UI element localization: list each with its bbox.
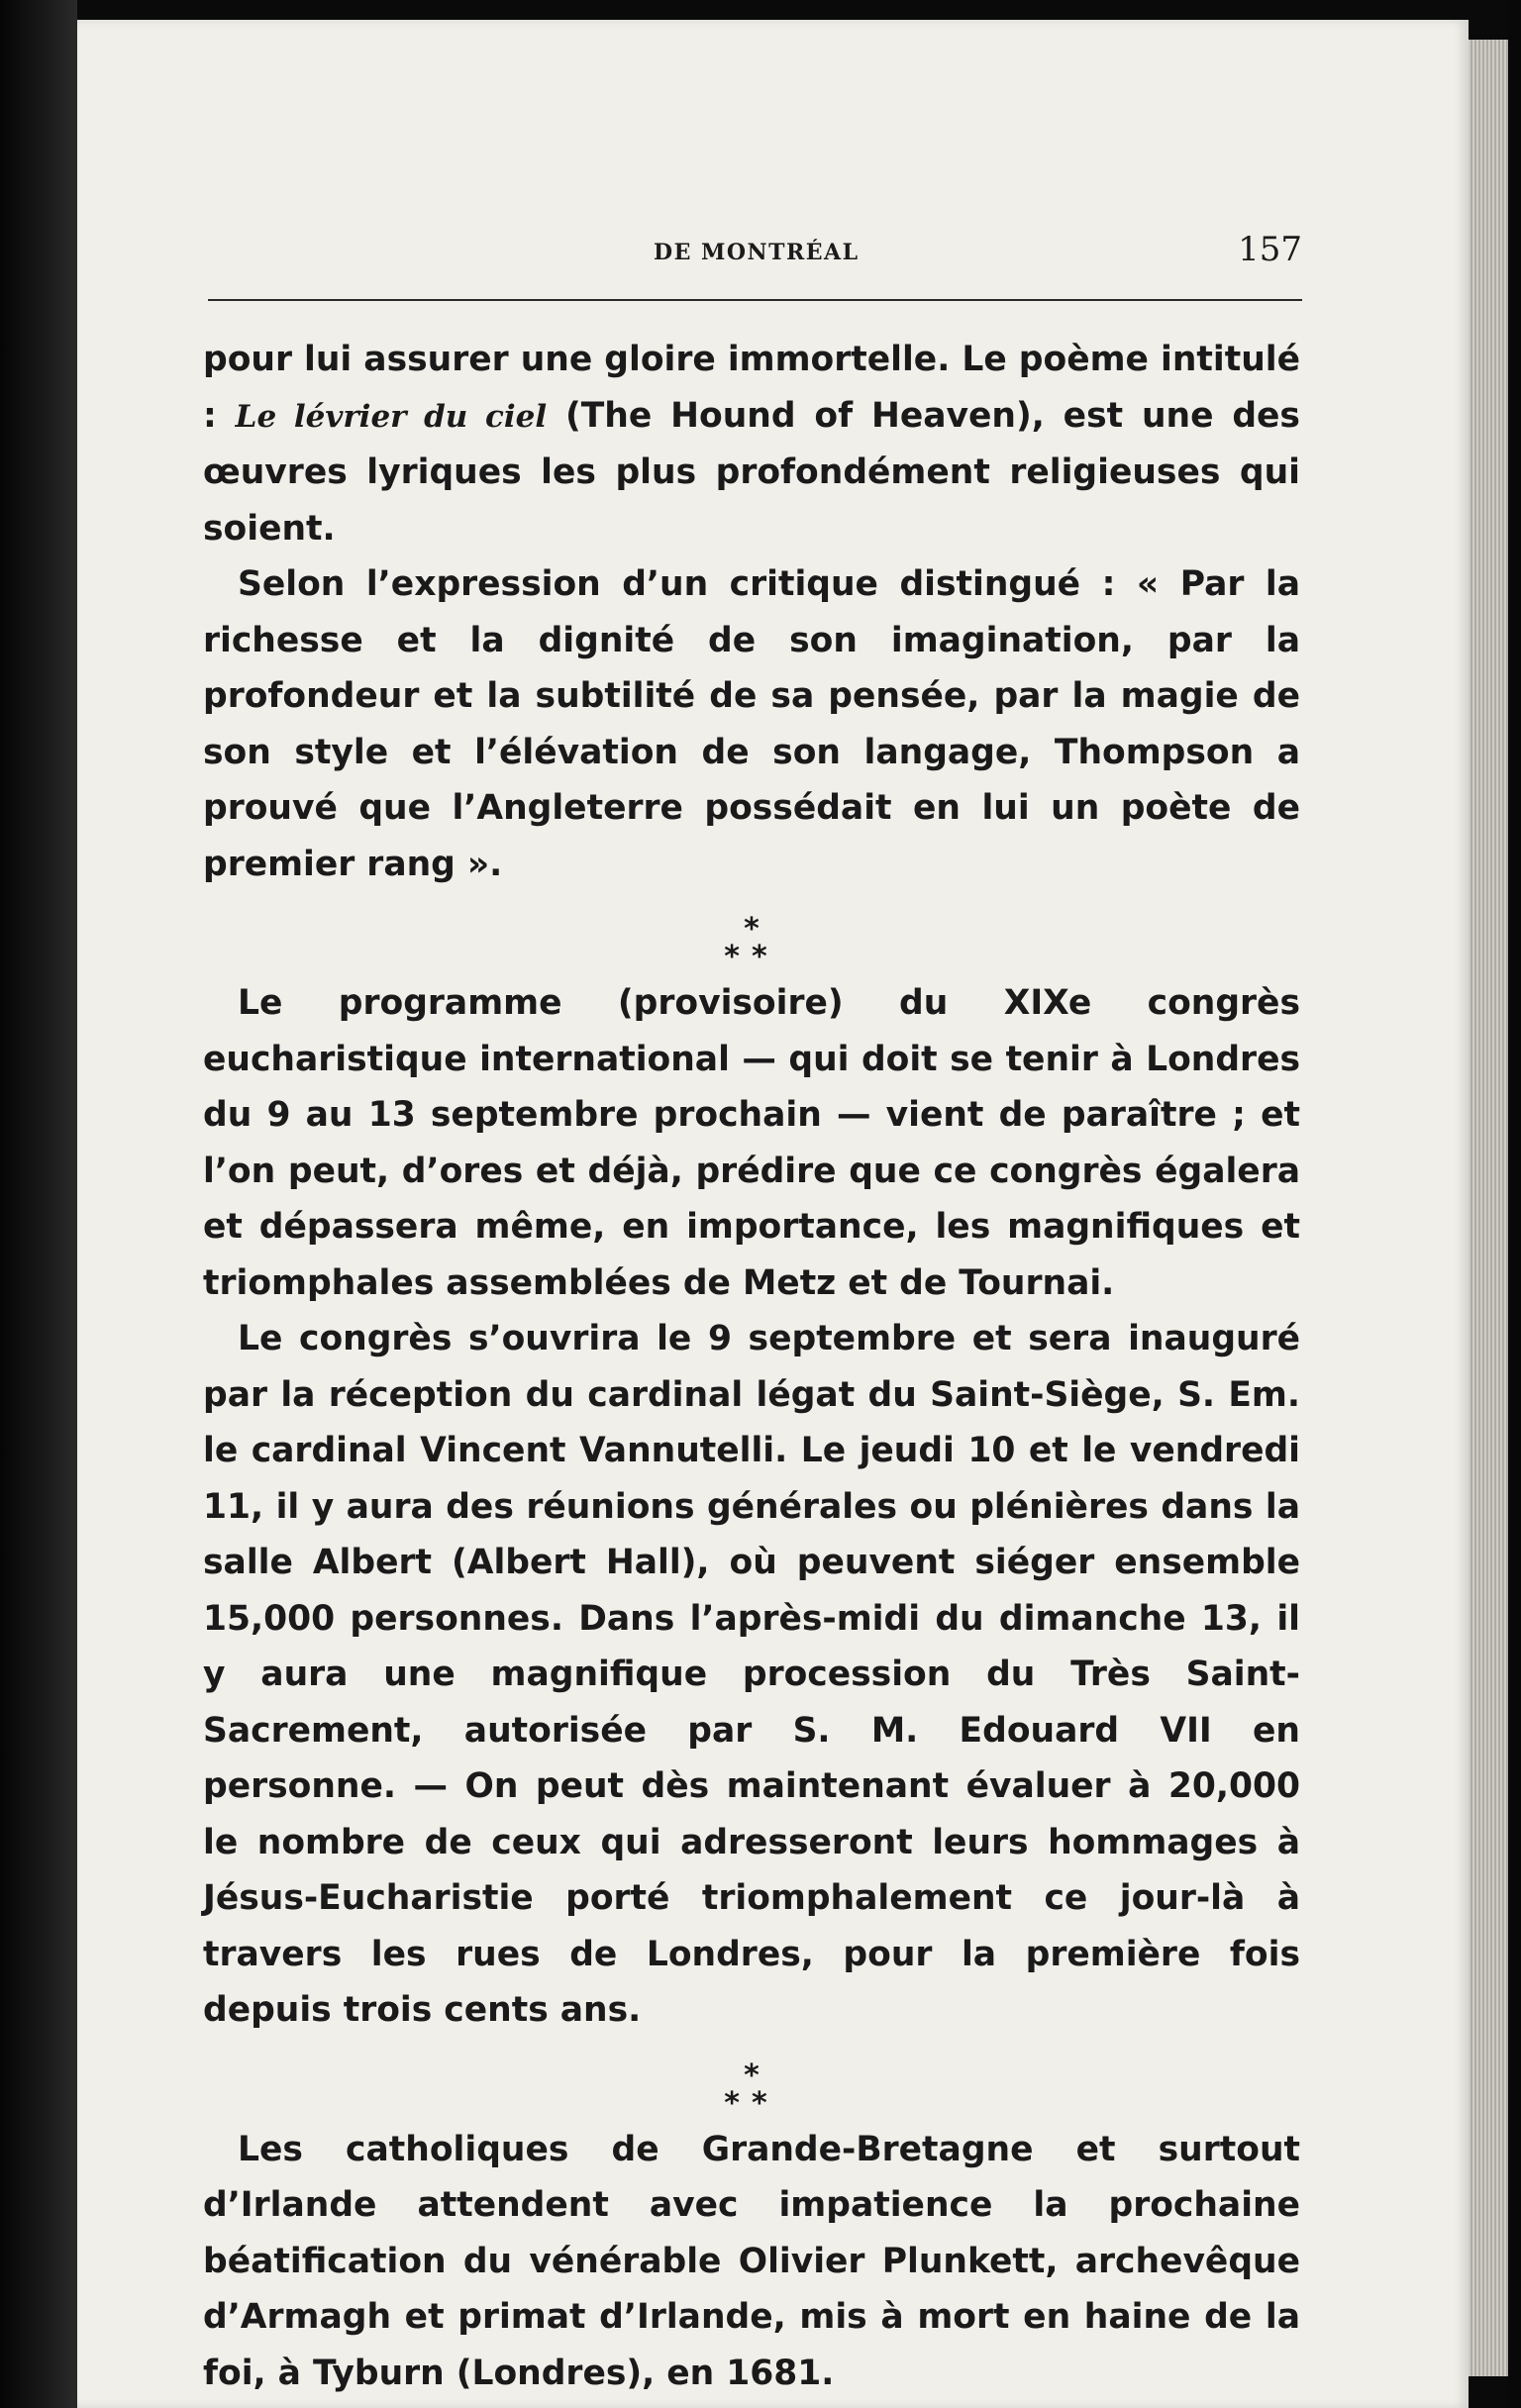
paragraph-4: Le congrès s’ouvrira le 9 septembre et sera inauguré par la réception du cardinal légat du Saint-Siège, S. Em. le cardinal Vincent Vannutelli. Le jeudi 10 et le vendredi 11, il y aura des réunions générales ou plénières dans la salle Albert (Albert Hall), où peuvent siéger ensemble 15,000 personnes. Dans l’après-midi du dimanche 13, il y aura une magnifique procession du Très Saint-Sacrement, autorisée par S. M. Edouard VII en personne. — On peut dès maintenant évaluer à 20,000 le nombre de ceux qui adresseront leurs hommages à Jésus-Eucharistie porté triomphalement ce jour-là à travers les rues de Londres, pour la première fois depuis trois cents ans. [203, 1319, 1300, 2030]
paragraph-2: Selon l’expression d’un critique distingué : « Par la richesse et la dignité de son imagination, par la profondeur et la subtilité de sa pensée, par la magie de son style et l’élévation de son langage, Thompson a prouvé que l’Angleterre possédait en lui un poète de premier rang ». [203, 564, 1300, 884]
running-head: DE MONTRÉAL [654, 240, 860, 265]
body-text [203, 332, 1300, 2401]
paragraph-3: Le programme (provisoire) du XIXe congrès eucharistique international — qui doit se tenir à Londres du 9 au 13 septembre prochain — vient de paraître ; et l’on peut, d’ores et déjà, prédire que ce congrès égalera et dépassera même, en importance, les magnifiques et triomphales assemblées de Metz et de Tournai. [203, 983, 1300, 1303]
book-binding-edge [0, 0, 77, 2408]
asterism-bottom-2: ** [724, 2085, 779, 2121]
section-divider-asterism-2 [203, 2039, 1300, 2122]
asterism-top: * [744, 912, 760, 947]
paragraph-1-text-b: (The Hound of Heaven), est une des œuvres lyriques les plus profondément religieuses qui soient. [203, 395, 1300, 549]
page-stack-edge [1469, 40, 1508, 2376]
header-rule [208, 299, 1302, 301]
paragraph-5: Les catholiques de Grande-Bretagne et surtout d’Irlande attendent avec impatience la prochaine béatification du vénérable Olivier Plunkett, archevêque d’Armagh et primat d’Irlande, mis à mort en haine de la foi, à Tyburn (Londres), en 1681. [203, 2129, 1300, 2393]
poem-title: Le lévrier du ciel [235, 398, 548, 435]
asterism-bottom: ** [724, 940, 779, 974]
paragraph-1 [203, 332, 1300, 556]
scan-border [1508, 0, 1521, 2408]
paragraph-1-text-a: pour lui assurer une gloire immortelle. Le poème intitulé : [203, 340, 1300, 436]
page-header [208, 228, 1302, 277]
page-number: 157 [1238, 230, 1302, 269]
section-divider-asterism [203, 892, 1300, 975]
asterism-top-2: * [744, 2057, 760, 2093]
